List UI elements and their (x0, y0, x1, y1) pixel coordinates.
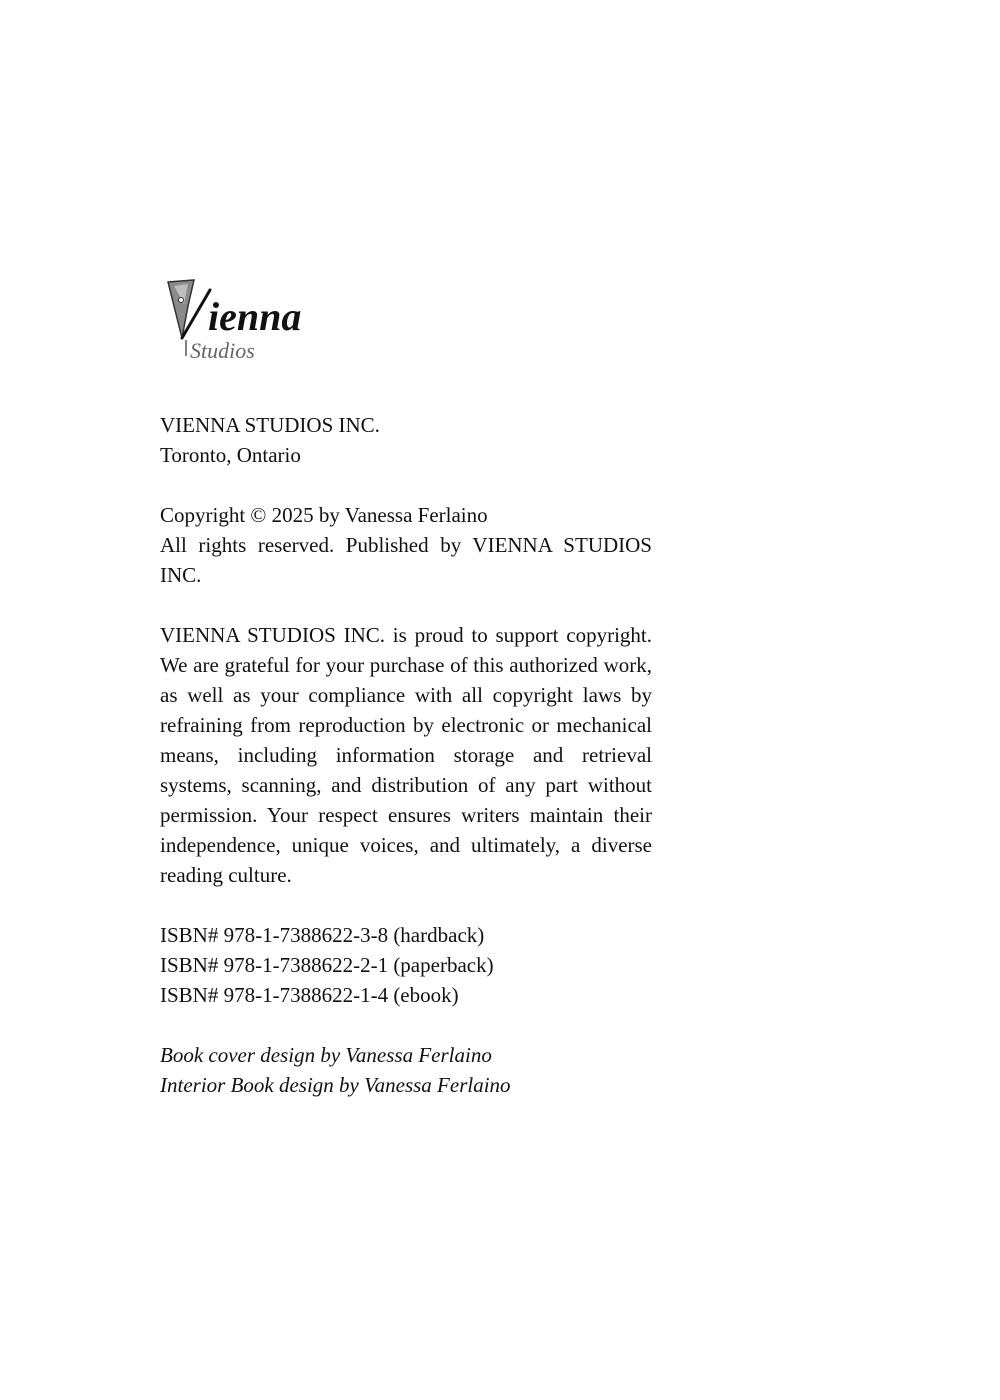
logo-wordmark: ienna (208, 294, 302, 339)
copyright-text (160, 410, 652, 1130)
isbn-paperback: ISBN# 978-1-7388622-2-1 (paperback) (160, 953, 494, 977)
isbn-ebook: ISBN# 978-1-7388622-1-4 (ebook) (160, 983, 459, 1007)
copyright-notice-block (160, 620, 652, 890)
logo-subtitle: Studios (190, 338, 255, 363)
cover-design-credit: Book cover design by Vanessa Ferlaino (160, 1043, 492, 1067)
copyright-block (160, 500, 652, 590)
vienna-studios-logo (164, 276, 324, 366)
copyright-notice: VIENNA STUDIOS INC. is proud to support copyright. We are grateful for your purchase of this authorized work, as well as your compliance with all copyright laws by refraining from reproduction by electronic or mechanical means, including information storage and retrieval systems, scanning, and distribution of any part without permission. Your respect ensures writers maintain their independence, unique voices, and ultimately, a diverse reading culture. (160, 623, 652, 887)
publisher-location: Toronto, Ontario (160, 443, 301, 467)
isbn-block (160, 920, 652, 1010)
credits-block (160, 1040, 652, 1100)
copyright-line: Copyright © 2025 by Vanessa Ferlaino (160, 503, 488, 527)
publisher-name: VIENNA STUDIOS INC. (160, 413, 380, 437)
rights-statement: All rights reserved. Published by VIENNA STUDIOS INC. (160, 533, 652, 587)
interior-design-credit: Interior Book design by Vanessa Ferlaino (160, 1073, 511, 1097)
logo-graphic (164, 276, 324, 366)
publisher-block (160, 410, 652, 470)
isbn-hardback: ISBN# 978-1-7388622-3-8 (hardback) (160, 923, 485, 947)
